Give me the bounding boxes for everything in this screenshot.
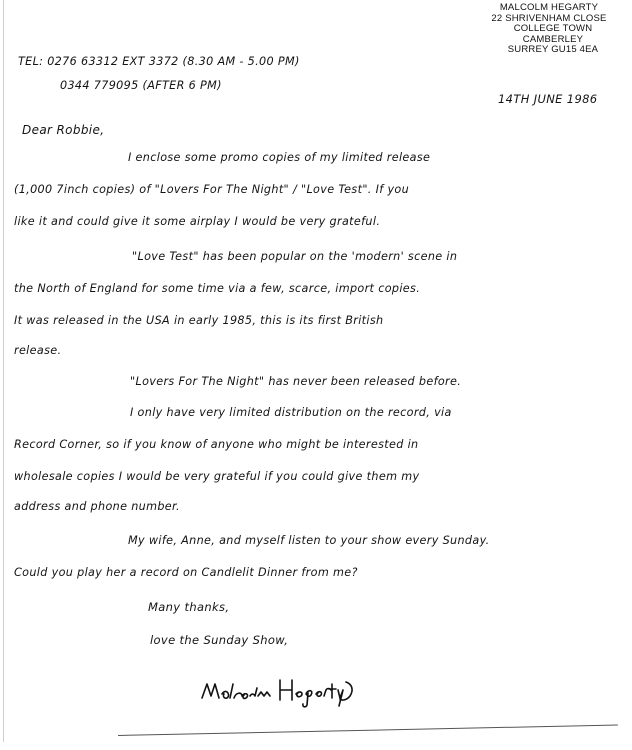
sender-name: MALCOLM HEGARTY <box>499 2 599 13</box>
body-line: "Love Test" has been popular on the 'modern' scene in <box>132 250 458 263</box>
body-line: release. <box>14 344 62 357</box>
letter-date: 14TH JUNE 1986 <box>498 92 598 106</box>
signature-scribble <box>200 676 360 710</box>
body-line: like it and could give it some airplay I would be very grateful. <box>14 215 381 228</box>
bottom-rule <box>118 725 618 736</box>
sender-address <box>470 3 628 56</box>
sender-street: 22 SHRIVENHAM CLOSE <box>491 12 607 24</box>
body-line: address and phone number. <box>14 500 180 513</box>
sender-town: CAMBERLEY <box>522 33 584 45</box>
page-edge <box>3 0 4 742</box>
body-line: wholesale copies I would be very grateful if you could give them my <box>14 470 420 483</box>
closing-thanks: Many thanks, <box>148 600 230 614</box>
signature <box>200 676 360 710</box>
body-line: It was released in the USA in early 1985, this is its first British <box>14 314 384 327</box>
closing-sign-off: love the Sunday Show, <box>150 633 289 647</box>
body-line: Record Corner, so if you know of anyone who might be interested in <box>14 438 419 451</box>
body-line: I enclose some promo copies of my limited release <box>128 151 431 164</box>
sender-county-postcode: SURREY GU15 4EA <box>507 44 599 55</box>
body-line: "Lovers For The Night" has never been released before. <box>130 375 462 388</box>
sender-area: COLLEGE TOWN <box>513 23 593 34</box>
body-line: Could you play her a record on Candlelit Dinner from me? <box>14 566 358 579</box>
body-line: I only have very limited distribution on the record, via <box>130 406 452 419</box>
body-line: (1,000 7inch copies) of "Lovers For The Night" / "Love Test". If you <box>14 183 410 196</box>
telephone-day: TEL: 0276 63312 EXT 3372 (8.30 AM - 5.00 PM) <box>18 55 300 68</box>
telephone-evening: 0344 779095 (AFTER 6 PM) <box>60 79 222 92</box>
body-line: My wife, Anne, and myself listen to your show every Sunday. <box>128 534 490 547</box>
greeting: Dear Robbie, <box>22 123 105 137</box>
body-line: the North of England for some time via a few, scarce, import copies. <box>14 282 421 295</box>
